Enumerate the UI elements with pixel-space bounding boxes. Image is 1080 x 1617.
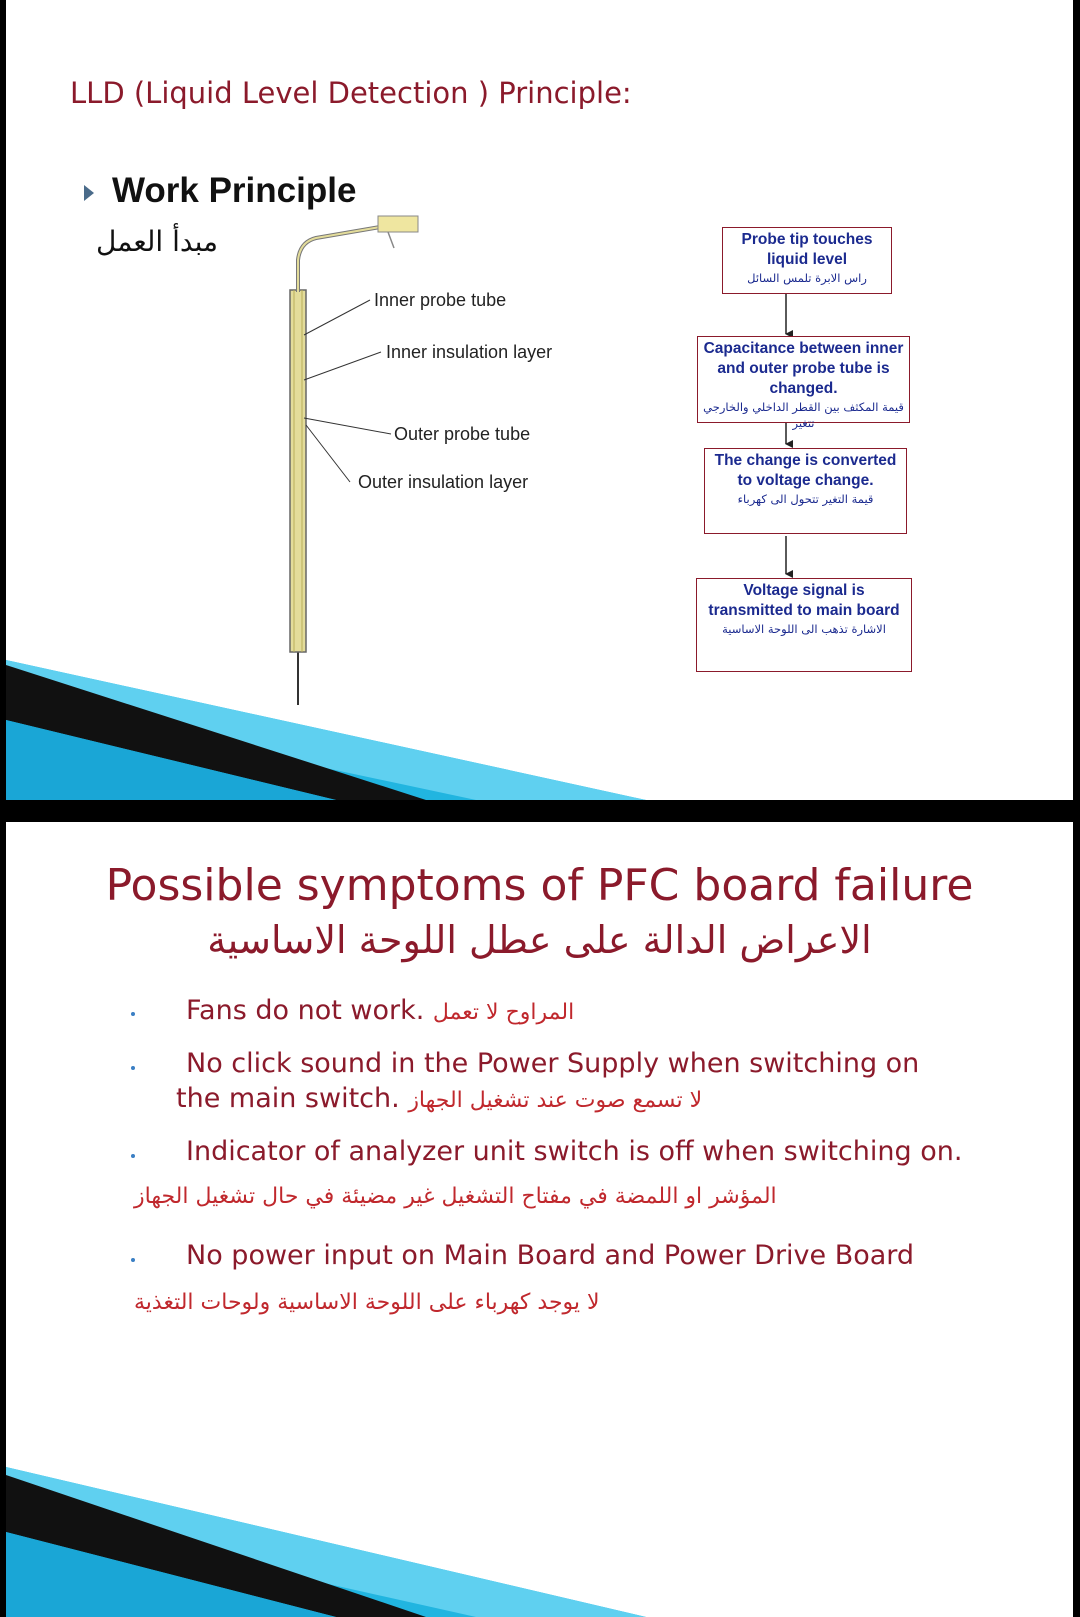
- symptom-1: [186, 995, 574, 1026]
- flow-box-3-text: The change is converted to voltage change.: [714, 452, 897, 489]
- bullet-arrow-icon: [84, 185, 94, 201]
- symptom-2-text-line1: No click sound in the Power Supply when switching on: [186, 1048, 920, 1079]
- slide-title-arabic: الاعراض الدالة على عطل اللوحة الاساسية: [207, 918, 872, 962]
- flow-box-4-arabic: الاشارة تذهب الى اللوحة الاساسية: [722, 622, 886, 636]
- slide-pfc-symptoms: [6, 822, 1073, 1617]
- flow-box-4-text: Voltage signal is transmitted to main board: [708, 582, 900, 619]
- symptom-2: [176, 1083, 702, 1114]
- section-heading-arabic: مبدأ العمل: [96, 225, 219, 258]
- flow-box-1-arabic: راس الابرة تلمس السائل: [747, 271, 867, 285]
- label-outer-probe-tube: Outer probe tube: [394, 424, 531, 444]
- bullet-dot-4: [131, 1258, 135, 1262]
- leader-inner-insulation: [304, 352, 381, 380]
- flow-box-2-arabic: قيمة المكثف بين القطر الداخلي والخارجي تتغير: [703, 400, 904, 430]
- symptom-1-arabic: المراوح لا تعمل: [432, 1000, 575, 1025]
- flow-box-3: [704, 448, 907, 534]
- symptom-3-arabic: المؤشر او اللمضة في مفتاح التشغيل غير مضيئة في حال تشغيل الجهاز: [134, 1184, 777, 1209]
- symptom-3-text: Indicator of analyzer unit switch is off when switching on.: [186, 1136, 963, 1167]
- probe-diagram: [276, 210, 476, 710]
- bullet-dot-2: [131, 1066, 135, 1070]
- slide2-corner-decoration: [6, 1467, 646, 1617]
- probe-bent-tube: [298, 226, 386, 292]
- flow-box-2-text: Capacitance between inner and outer probe tube is changed.: [703, 340, 904, 397]
- flow-box-3-arabic: قيمة التغير تتحول الى كهرباء: [737, 492, 874, 506]
- probe-tube-body: [290, 290, 306, 652]
- label-inner-probe-tube: Inner probe tube: [374, 290, 507, 310]
- section-heading: Work Principle: [112, 171, 357, 210]
- symptom-2-arabic: لا تسمع صوت عند تشغيل الجهاز: [408, 1088, 703, 1113]
- flow-box-1-text: Probe tip touches liquid level: [741, 231, 873, 268]
- slide-title: Possible symptoms of PFC board failure: [105, 860, 974, 911]
- symptom-2-text-line2: the main switch.: [176, 1083, 400, 1114]
- label-outer-insulation-layer: Outer insulation layer: [358, 472, 529, 492]
- bullet-dot-1: [131, 1012, 135, 1016]
- symptom-4-arabic: لا يوجد كهرباء على اللوحة الاساسية ولوحات التغذية: [134, 1290, 600, 1315]
- flow-box-1: [722, 227, 892, 294]
- flow-arrows: [766, 290, 806, 580]
- slide-title: LLD (Liquid Level Detection ) Principle:: [70, 76, 632, 110]
- leader-outer-probe-tube: [304, 418, 391, 434]
- flow-box-2: [697, 336, 910, 430]
- bullet-dot-3: [131, 1154, 135, 1158]
- label-inner-insulation-layer: Inner insulation layer: [386, 342, 553, 362]
- leader-inner-probe-tube: [304, 300, 370, 335]
- symptom-1-text: Fans do not work.: [186, 995, 425, 1026]
- symptom-4-text: No power input on Main Board and Power Drive Board: [186, 1240, 915, 1271]
- slide-lld-principle: [6, 0, 1073, 800]
- slide1-corner-decoration: [6, 660, 646, 800]
- probe-connector: [378, 216, 418, 232]
- flow-box-4: [696, 578, 912, 672]
- leader-outer-insulation: [306, 425, 350, 482]
